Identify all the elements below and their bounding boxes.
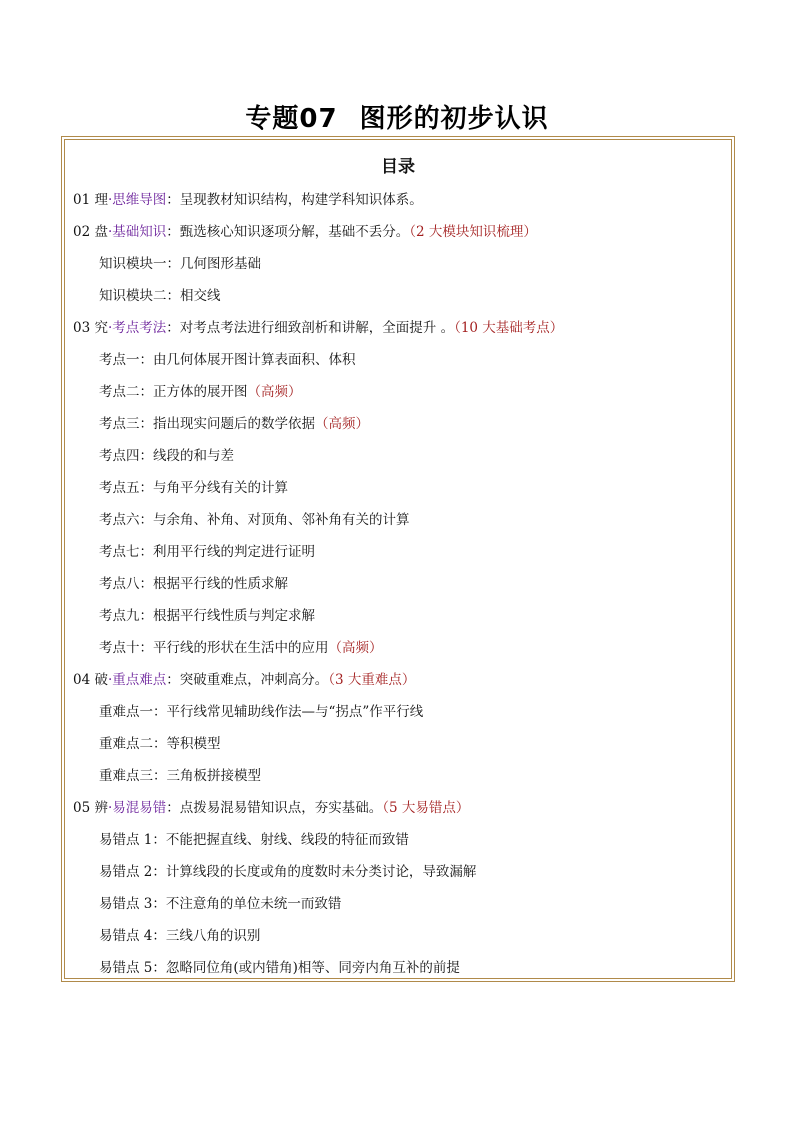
table-of-contents (64, 139, 732, 979)
section-verb: 究 (94, 320, 108, 336)
toc-item[interactable]: 重难点一：平行线常见辅助线作法—与“拐点”作平行线 (99, 704, 424, 720)
toc-section-05[interactable] (73, 798, 469, 818)
section-dot: · (107, 224, 113, 240)
item-text: 考点二：正方体的展开图 (99, 384, 248, 400)
section-note: （5 大易错点） (382, 800, 470, 816)
section-desc: ：突破重难点，冲刺高分。 (166, 672, 329, 688)
toc-item[interactable]: 知识模块二：相交线 (99, 288, 221, 304)
toc-item[interactable] (99, 510, 410, 530)
section-verb: 理 (94, 192, 108, 208)
section-dot: · (107, 192, 113, 208)
section-note: （3 大重难点） (328, 672, 416, 688)
section-name: 重点难点 (112, 672, 167, 688)
section-name: 基础知识 (112, 224, 167, 240)
toc-item[interactable]: 易错点 1：不能把握直线、射线、线段的特征而致错 (99, 832, 409, 848)
item-text: 考点五：与角平分线有关的计算 (99, 480, 288, 496)
section-dot: · (107, 800, 113, 816)
toc-item[interactable] (99, 350, 356, 370)
toc-item[interactable]: 易错点 4：三线八角的识别 (99, 928, 261, 944)
section-name: 思维导图 (112, 192, 167, 208)
section-desc: ：点拨易混易错知识点，夯实基础。 (166, 800, 383, 816)
section-number: 01 (73, 192, 91, 208)
section-verb: 辨 (94, 800, 108, 816)
toc-item[interactable]: 易错点 3：不注意角的单位未统一而致错 (99, 896, 342, 912)
section-verb: 盘 (94, 224, 108, 240)
toc-section-01[interactable] (73, 190, 423, 210)
toc-item[interactable]: 易错点 5：忽略同位角(或内错角)相等、同旁内角互补的前提 (99, 960, 460, 976)
toc-section-03[interactable] (73, 318, 563, 338)
section-dot: · (107, 320, 113, 336)
title-text: 图形的初步认识 (359, 104, 549, 134)
item-tag: （高频） (328, 640, 383, 656)
toc-item[interactable]: 知识模块一：几何图形基础 (99, 256, 261, 272)
section-number: 02 (73, 224, 91, 240)
section-name: 考点考法 (112, 320, 167, 336)
section-number: 05 (73, 800, 91, 816)
item-text: 考点十：平行线的形状在生活中的应用 (99, 640, 329, 656)
item-text: 考点九：根据平行线性质与判定求解 (99, 608, 315, 624)
item-text: 考点四：线段的和与差 (99, 448, 234, 464)
item-text: 考点六：与余角、补角、对顶角、邻补角有关的计算 (99, 512, 410, 528)
section-desc: ：对考点考法进行细致剖析和讲解，全面提升 。 (166, 320, 455, 336)
section-verb: 破 (94, 672, 108, 688)
toc-item[interactable] (99, 382, 302, 402)
item-tag: （高频） (247, 384, 302, 400)
toc-item[interactable]: 重难点三：三角板拼接模型 (99, 768, 261, 784)
section-note: （10 大基础考点） (454, 320, 564, 336)
item-text: 考点七：利用平行线的判定进行证明 (99, 544, 315, 560)
title-number: 07 (299, 104, 338, 134)
toc-section-02[interactable] (73, 222, 537, 242)
toc-item[interactable] (99, 478, 288, 498)
toc-section-04[interactable] (73, 670, 415, 690)
section-number: 03 (73, 320, 91, 336)
item-tag: （高频） (315, 416, 369, 432)
toc-heading: 目录 (381, 157, 415, 177)
section-desc: ：呈现教材知识结构，构建学科知识体系。 (166, 192, 423, 208)
section-name: 易混易错 (112, 800, 167, 816)
toc-item[interactable] (99, 542, 315, 562)
item-text: 考点三：指出现实问题后的数学依据 (99, 416, 315, 432)
toc-item[interactable] (99, 606, 315, 626)
title-prefix: 专题 (245, 104, 300, 134)
section-desc: ：甄选核心知识逐项分解，基础不丢分。 (166, 224, 410, 240)
toc-item[interactable] (99, 446, 234, 466)
toc-item[interactable]: 易错点 2：计算线段的长度或角的度数时未分类讨论，导致漏解 (99, 864, 477, 880)
section-note: （2 大模块知识梳理） (409, 224, 537, 240)
toc-item[interactable] (99, 414, 369, 434)
page-title (0, 98, 794, 135)
toc-item[interactable] (99, 574, 288, 594)
item-text: 考点一：由几何体展开图计算表面积、体积 (99, 352, 356, 368)
section-number: 04 (73, 672, 91, 688)
item-text: 考点八：根据平行线的性质求解 (99, 576, 288, 592)
section-dot: · (107, 672, 113, 688)
toc-item[interactable] (99, 638, 383, 658)
toc-item[interactable]: 重难点二：等积模型 (99, 736, 221, 752)
